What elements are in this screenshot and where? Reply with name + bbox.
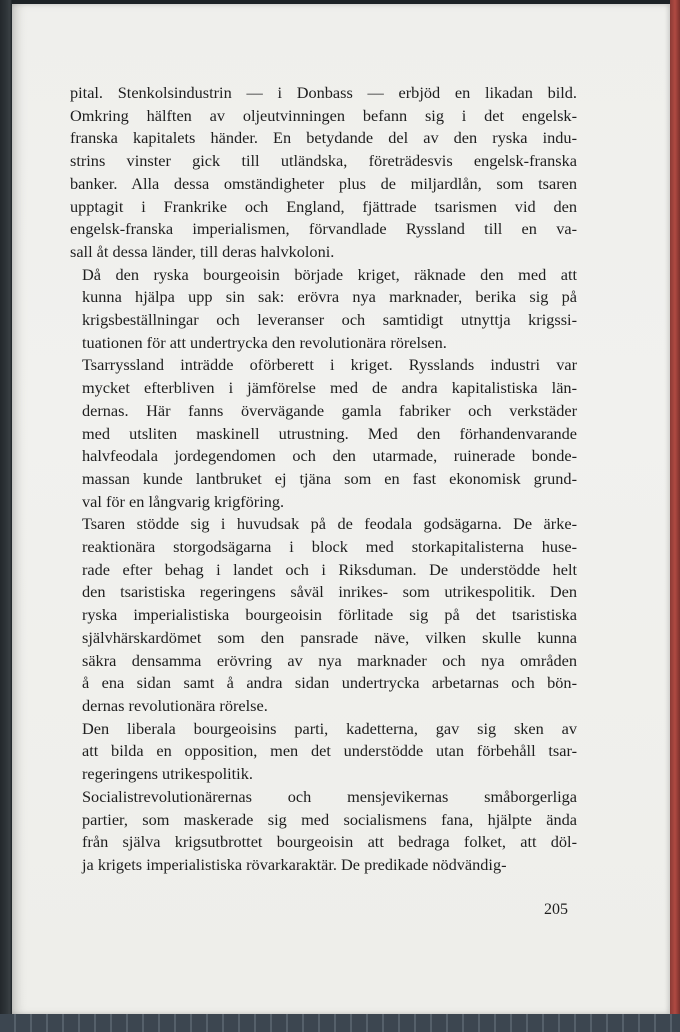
text-line: med utsliten maskinell utrustning. Med den förhandenvarande bbox=[82, 423, 577, 443]
text-line: å ena sidan samt å andra sidan undertrycka arbetarnas och bön- bbox=[82, 673, 577, 693]
text-line: banker. Alla dessa omständigheter plus de miljardlån, som tsaren bbox=[70, 173, 577, 193]
text-line: sall åt dessa länder, till deras halvkoloni. bbox=[70, 241, 335, 261]
book-page bbox=[12, 4, 670, 1014]
body-text bbox=[70, 82, 577, 877]
text-line: Tsaren stödde sig i huvudsak på de feodala godsägarna. De ärke- bbox=[82, 514, 577, 534]
text-line: självhärskardömet som den pansrade näve, vilken skulle kunna bbox=[82, 627, 577, 647]
text-line: säkra densamma erövring av nya marknader och nya områden bbox=[82, 650, 577, 670]
text-line: partier, som maskerade sig med socialismens fana, hjälpte ända bbox=[82, 809, 577, 829]
paragraph bbox=[70, 786, 577, 877]
text-line: dernas. Här fanns övervägande gamla fabriker och verkstäder bbox=[82, 400, 577, 420]
text-line: dernas revolutionära rörelse. bbox=[82, 695, 268, 715]
text-line: Omkring hälften av oljeutvinningen befann sig i det engelsk- bbox=[70, 105, 577, 125]
paragraph bbox=[70, 718, 577, 786]
text-line: kunna hjälpa upp sin sak: erövra nya marknader, berika sig på bbox=[82, 287, 577, 307]
text-line: tuationen för att undertrycka den revolutionära rörelsen. bbox=[82, 332, 447, 352]
paragraph bbox=[70, 354, 577, 513]
text-line: upptagit i Frankrike och England, fjättrade tsarismen vid den bbox=[70, 196, 577, 216]
text-line: Den liberala bourgeoisins parti, kadetterna, gav sig sken av bbox=[82, 718, 577, 738]
text-line: ja krigets imperialistiska rövarkaraktär. De predikade nödvändig- bbox=[82, 854, 507, 874]
text-line: halvfeodala jordegendomen och den utarmade, ruinerade bonde- bbox=[82, 446, 577, 466]
text-line: strins vinster gick till utländska, företrädesvis engelsk-franska bbox=[70, 151, 577, 171]
text-line: pital. Stenkolsindustrin — i Donbass — erbjöd en likadan bild. bbox=[70, 83, 577, 102]
text-line: Då den ryska bourgeoisin började kriget, räknade den med att bbox=[82, 264, 577, 284]
text-line: från själva krigsutbrottet bourgeoisin att bedraga folket, att döl- bbox=[82, 832, 577, 852]
text-line: reaktionära storgodsägarna i block med storkapitalisterna huse- bbox=[82, 537, 577, 557]
text-line: att bilda en opposition, men det understödde utan förbehåll tsar- bbox=[82, 741, 577, 761]
text-line: franska kapitalets händer. En betydande del av den ryska indu- bbox=[70, 128, 577, 148]
scan-bottom-strip bbox=[0, 1014, 680, 1032]
text-line: krigsbeställningar och leveranser och samtidigt utnyttja krigssi- bbox=[82, 310, 577, 330]
text-line: regeringens utrikespolitik. bbox=[82, 764, 253, 784]
text-line: ryska imperialistiska bourgeoisin förlitade sig på det tsaristiska bbox=[82, 605, 577, 625]
text-line: Tsarryssland inträdde oförberett i kriget. Rysslands industri var bbox=[82, 355, 577, 375]
text-line: Socialistrevolutionärernas och mensjevikernas småborgerliga bbox=[82, 786, 577, 806]
page-number: 205 bbox=[544, 901, 568, 918]
text-line: rade efter behag i landet och i Riksduman. De understödde helt bbox=[82, 559, 577, 579]
paragraph bbox=[70, 264, 577, 355]
text-line: engelsk-franska imperialismen, förvandlade Ryssland till en va- bbox=[70, 219, 577, 239]
text-line: mycket efterbliven i jämförelse med de andra kapitalistiska län- bbox=[82, 378, 577, 398]
text-line: val för en långvarig krigföring. bbox=[82, 491, 285, 511]
paragraph bbox=[70, 82, 577, 264]
text-line: den tsaristiska regeringens såväl inrikes- som utrikespolitik. Den bbox=[82, 582, 577, 602]
book-cover-edge bbox=[670, 0, 680, 1032]
paragraph bbox=[70, 513, 577, 717]
text-line: massan kunde lantbruket ej tjäna som en fast ekonomisk grund- bbox=[82, 468, 577, 488]
